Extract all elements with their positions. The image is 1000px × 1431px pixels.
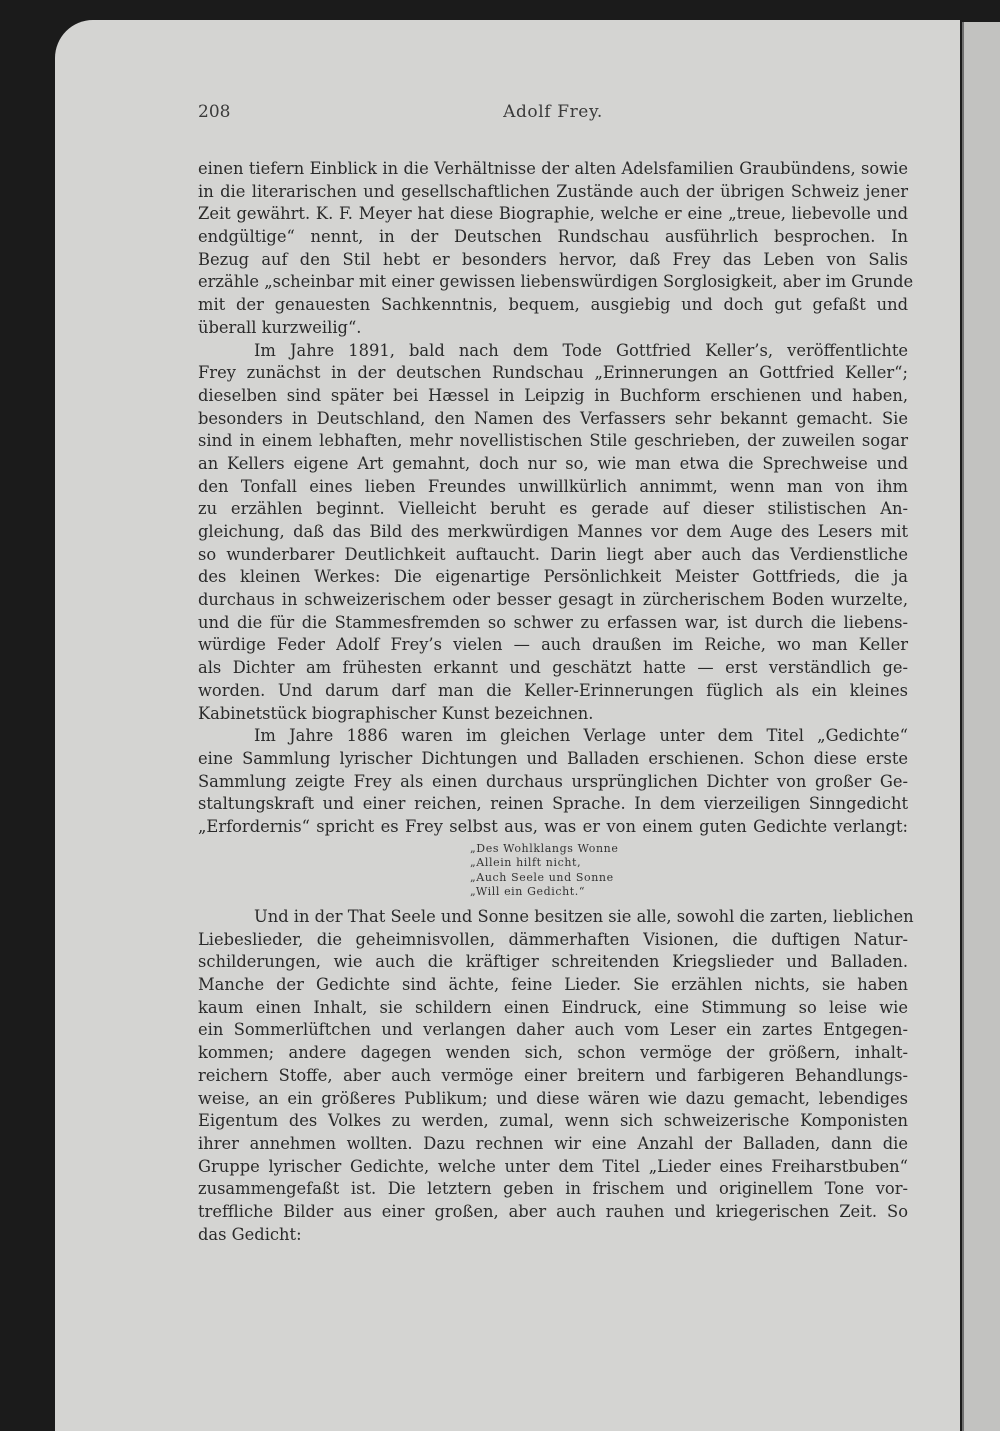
text-line: Liebeslieder, die geheimnisvollen, dämmerhaften Visionen, die duftigen Natur- [198,929,908,949]
text-line: Und in der That Seele und Sonne besitzen sie alle, sowohl die zarten, lieblichen [254,907,914,926]
text-line: worden. Und darum darf man die Keller-Erinnerungen füglich als ein kleines [198,680,908,700]
text-line: des kleinen Werkes: Die eigenartige Persönlichkeit Meister Gottfrieds, die ja [198,567,908,587]
poem-line: „Allein hilft nicht, [470,856,582,870]
text-line: an Kellers eigene Art gemahnt, doch nur so, wie man etwa die Sprechweise und [198,453,908,473]
paragraph-4 [198,906,914,1246]
text-line: kaum einen Inhalt, sie schildern einen Eindruck, eine Stimmung so leise wie [198,997,908,1017]
text-line: durchaus in schweizerischem oder besser gesagt in zürcherischem Boden wurzelte, [198,590,908,610]
text-line: in die literarischen und gesellschaftlichen Zustände auch der übrigen Schweiz jener [198,181,908,201]
text-line: sind in einem lebhaften, mehr novellistischen Stile geschrieben, der zuweilen sogar [198,431,908,451]
text-line: ihrer annehmen wollten. Dazu rechnen wir eine Anzahl der Balladen, dann die [198,1133,908,1153]
poem-line: „Will ein Gedicht.“ [470,885,586,899]
page-number: 208 [198,102,231,122]
poem-erfordernis [470,842,908,900]
text-line: zusammengefaßt ist. Die letztern geben in frischem und originellem Tone vor- [198,1179,908,1199]
text-line: Im Jahre 1886 waren im gleichen Verlage unter dem Titel „Gedichte“ [254,726,908,746]
text-line: endgültige“ nennt, in der Deutschen Rundschau ausführlich besprochen. In [198,227,908,247]
page-header [198,102,908,126]
poem-line: „Des Wohlklangs Wonne [470,841,619,855]
next-page-edge [962,22,1000,1431]
text-line: Frey zunächst in der deutschen Rundschau „Erinnerungen an Gottfried Keller“; [198,363,908,383]
text-line: weise, an ein größeres Publikum; und diese wären wie dazu gemacht, lebendiges [198,1088,908,1108]
text-line: dieselben sind später bei Hæssel in Leipzig in Buchform erschienen und haben, [198,385,908,405]
text-line: Im Jahre 1891, bald nach dem Tode Gottfried Keller’s, veröffentlichte [254,340,908,360]
text-line: Gruppe lyrischer Gedichte, welche unter dem Titel „Lieder eines Freiharstbuben“ [198,1156,908,1176]
text-line: besonders in Deutschland, den Namen des Verfassers sehr bekannt gemacht. Sie [198,408,908,428]
text-line: eine Sammlung lyrischer Dichtungen und Balladen erschienen. Schon diese erste [198,748,908,768]
text-line: reichern Stoffe, aber auch vermöge einer breitern und farbigeren Behandlungs- [198,1065,908,1085]
text-line: Bezug auf den Stil hebt er besonders hervor, daß Frey das Leben von Salis [198,249,908,269]
text-line: Manche der Gedichte sind ächte, feine Lieder. Sie erzählen nichts, sie haben [198,975,908,995]
text-line: treffliche Bilder aus einer großen, aber auch rauhen und kriegerischen Zeit. So [198,1201,908,1221]
text-line: staltungskraft und einer reichen, reinen Sprache. In dem vierzeiligen Sinngedicht [198,794,908,814]
poem-line: „Auch Seele und Sonne [470,870,614,884]
text-line: Eigentum des Volkes zu werden, zumal, wenn sich schweizerische Komponisten [198,1111,908,1131]
text-line: zu erzählen beginnt. Vielleicht beruht es gerade auf dieser stilistischen An- [198,499,908,519]
text-line: so wunderbarer Deutlichkeit auftaucht. Darin liegt aber auch das Verdienstliche [198,544,908,564]
text-line: den Tonfall eines lieben Freundes unwillkürlich annimmt, wenn man von ihm [198,476,908,496]
text-line: Sammlung zeigte Frey als einen durchaus ursprünglichen Dichter von großer Ge- [198,771,908,791]
text-line: mit der genauesten Sachkenntnis, bequem, ausgiebig und doch gut gefaßt und [198,295,908,315]
text-line: erzähle „scheinbar mit einer gewissen liebenswürdigen Sorglosigkeit, aber im Grunde [198,272,914,292]
body-text [198,158,914,1246]
paragraph-3 [198,725,908,838]
text-line: als Dichter am frühesten erkannt und geschätzt hatte — erst verständlich ge- [198,658,908,678]
paragraph-1 [198,158,914,340]
text-line: würdige Feder Adolf Frey’s vielen — auch draußen im Reiche, wo man Keller [198,635,908,655]
text-line: ein Sommerlüftchen und verlangen daher auch vom Leser ein zartes Entgegen- [198,1020,908,1040]
text-line: Zeit gewährt. K. F. Meyer hat diese Biographie, welche er eine „treue, liebevolle und [198,204,908,224]
text-line: schilderungen, wie auch die kräftiger schreitenden Kriegslieder und Balladen. [198,952,908,972]
text-line: „Erfordernis“ spricht es Frey selbst aus, was er von einem guten Gedichte verlangt: [198,816,908,836]
text-line: das Gedicht: [198,1224,302,1244]
text-line: überall kurzweilig“. [198,317,362,337]
text-line: gleichung, daß das Bild des merkwürdigen Mannes vor dem Auge des Lesers mit [198,522,908,541]
text-line: einen tiefern Einblick in die Verhältnisse der alten Adelsfamilien Graubündens, sowie [198,159,908,178]
text-line: und die für die Stammesfremden so schwer zu erfassen war, ist durch die liebens- [198,612,908,632]
text-line: kommen; andere dagegen wenden sich, schon vermöge der größern, inhalt- [198,1043,908,1063]
paragraph-2 [198,340,908,726]
text-line: Kabinetstück biographischer Kunst bezeichnen. [198,703,594,723]
running-title: Adolf Frey. [503,102,603,122]
